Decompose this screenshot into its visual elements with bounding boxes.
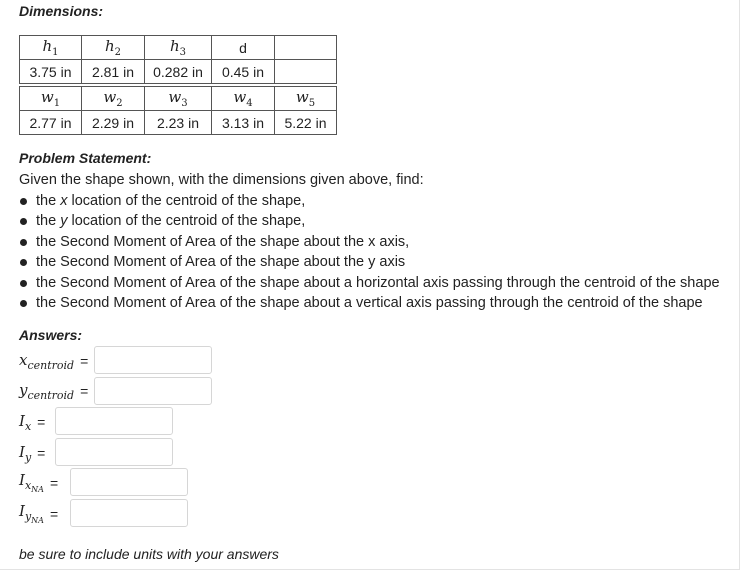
iyna-input[interactable] — [70, 499, 188, 527]
x-centroid-input[interactable] — [94, 346, 212, 374]
table-cell — [275, 60, 337, 84]
answer-row-x-centroid — [19, 346, 88, 376]
list-item: the y location of the centroid of the shape, — [19, 211, 720, 232]
list-item: the Second Moment of Area of the shape about the x axis, — [19, 232, 720, 253]
table-cell: 0.45 in — [212, 60, 275, 84]
table-cell: 5.22 in — [275, 111, 337, 135]
answer-label: $y_{centroid}$ — [19, 380, 75, 402]
answer-row-ix — [19, 407, 45, 437]
answer-row-y-centroid — [19, 376, 88, 406]
problem-list — [19, 191, 720, 314]
units-note: be sure to include units with your answers — [19, 546, 279, 562]
dimensions-table-w — [19, 86, 337, 135]
table-header-cell: $h_2$ — [82, 36, 145, 60]
equals-sign: = — [80, 353, 89, 369]
answers-heading: Answers: — [19, 327, 83, 343]
table-header-cell: $h_3$ — [145, 36, 212, 60]
answer-label: $I_{x_{NA}}$ — [19, 471, 44, 495]
bullet-icon — [20, 300, 27, 307]
equals-sign: = — [49, 475, 59, 491]
answer-label: $x_{centroid}$ — [19, 350, 75, 372]
bullet-icon — [20, 280, 27, 287]
equals-sign: = — [37, 445, 46, 461]
table-cell: 2.23 in — [145, 111, 212, 135]
table-header-cell: $h_1$ — [20, 36, 82, 60]
table-cell: 3.75 in — [20, 60, 82, 84]
table-header-cell: $w_5$ — [275, 87, 337, 111]
bullet-icon — [20, 239, 27, 246]
ixna-input[interactable] — [70, 468, 188, 496]
answer-row-ixna — [19, 468, 58, 498]
equals-sign: = — [37, 414, 46, 430]
bullet-icon — [20, 218, 27, 225]
table-value-row — [20, 111, 337, 135]
problem-heading: Problem Statement: — [19, 150, 152, 166]
table-header-cell — [275, 36, 337, 60]
bullet-icon — [20, 259, 27, 266]
answer-label: $I_{y_{NA}}$ — [19, 502, 44, 526]
table-cell: 3.13 in — [212, 111, 275, 135]
list-item: the Second Moment of Area of the shape about a horizontal axis passing through the centroid of the shape — [19, 273, 720, 294]
table-header-cell: $w_4$ — [212, 87, 275, 111]
iy-input[interactable] — [55, 438, 173, 466]
bullet-icon — [20, 198, 27, 205]
table-header-cell: d — [212, 36, 275, 60]
equals-sign: = — [80, 383, 89, 399]
table-cell: 2.29 in — [82, 111, 145, 135]
dimensions-heading: Dimensions: — [19, 3, 104, 19]
answer-label: $I_x$ — [19, 411, 32, 433]
table-cell: 0.282 in — [145, 60, 212, 84]
table-header-cell: $w_3$ — [145, 87, 212, 111]
answer-label: $I_y$ — [19, 442, 32, 464]
y-centroid-input[interactable] — [94, 377, 212, 405]
list-item: the Second Moment of Area of the shape about a vertical axis passing through the centroid of the shape — [19, 293, 720, 314]
list-item: the Second Moment of Area of the shape about the y axis — [19, 252, 720, 273]
problem-statement — [19, 170, 720, 314]
equals-sign: = — [49, 506, 59, 522]
answer-row-iyna — [19, 499, 58, 529]
table-value-row — [20, 60, 337, 84]
table-header-row — [20, 87, 337, 111]
dimensions-table-h — [19, 35, 337, 84]
table-cell: 2.81 in — [82, 60, 145, 84]
problem-intro: Given the shape shown, with the dimensions given above, find: — [19, 172, 424, 188]
ix-input[interactable] — [55, 407, 173, 435]
answer-row-iy — [19, 438, 45, 468]
table-header-cell: $w_1$ — [20, 87, 82, 111]
list-item: the x location of the centroid of the shape, — [19, 191, 720, 212]
table-header-cell: $w_2$ — [82, 87, 145, 111]
table-header-row — [20, 36, 337, 60]
table-cell: 2.77 in — [20, 111, 82, 135]
